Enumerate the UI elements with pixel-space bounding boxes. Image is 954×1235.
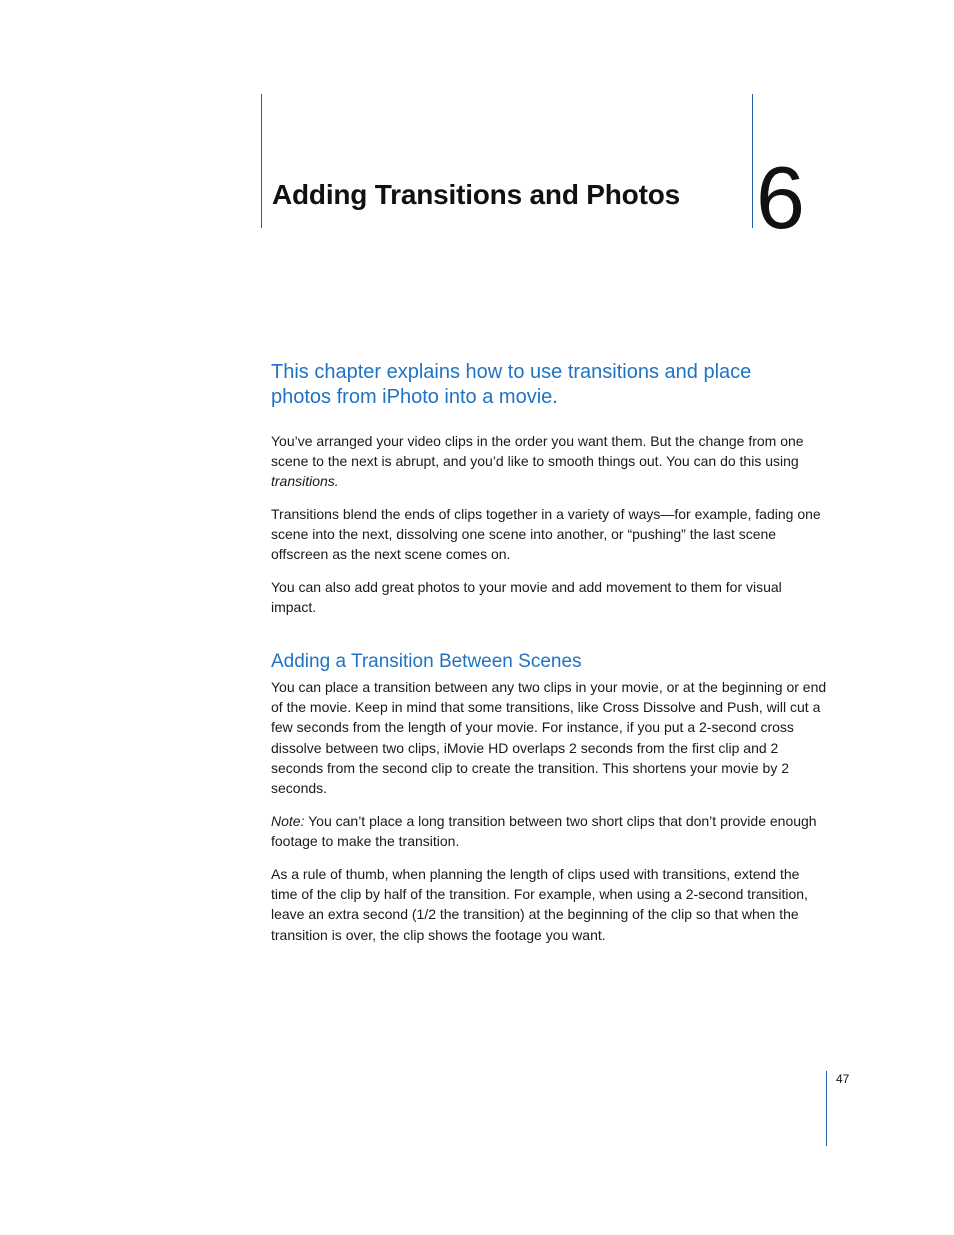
chapter-title: Adding Transitions and Photos — [272, 178, 680, 210]
paragraph-intro-text: You’ve arranged your video clips in the order you want them. But the change from one scene to the next is abrupt, and you’d like to smooth things out. You can do this using — [271, 433, 804, 470]
paragraph-transitions: Transitions blend the ends of clips together in a variety of ways—for example, fading one scene into the next, dissolving one scene into another, or “pushing” the last scene offscreen as the next scene comes on. — [271, 506, 821, 563]
paragraph-placing-transition: You can place a transition between any two clips in your movie, or at the beginning or end of the movie. Keep in mind that some transitions, like Cross Dissolve and Push, will cut a few seconds from the length of your movie. For instance, if you put a 2-second cross dissolve between two clips, iMovie HD overlaps 2 seconds from the first clip and 2 seconds from the second clip to create the transition. This shortens your movie by 2 seconds. — [271, 679, 827, 797]
page-number: 47 — [836, 1072, 850, 1086]
paragraph-rule-of-thumb: As a rule of thumb, when planning the length of clips used with transitions, extend the time of the clip by half of the transition. For example, when using a 2-second transition, leave an extra second (1/2 the transition) at the beginning of the clip so that when the transition is over, the clip shows the footage you want. — [271, 866, 808, 943]
paragraph-intro — [271, 431, 827, 492]
paragraph-photos: You can also add great photos to your movie and add movement to them for visual impact. — [271, 579, 782, 616]
chapter-number: 6 — [756, 148, 805, 247]
note-label: Note: — [271, 813, 305, 829]
intro-lead: This chapter explains how to use transitions and place photos from iPhoto into a movie. — [271, 361, 752, 408]
note-paragraph — [271, 811, 827, 851]
chapter-rule-left — [261, 94, 262, 228]
note-text: You can’t place a long transition between two short clips that don’t provide enough footage to make the transition. — [271, 813, 817, 850]
paragraph-intro-emphasis: transitions. — [271, 473, 339, 490]
footer-rule — [826, 1071, 827, 1146]
chapter-rule-right — [752, 94, 753, 228]
section-heading: Adding a Transition Between Scenes — [271, 651, 582, 672]
